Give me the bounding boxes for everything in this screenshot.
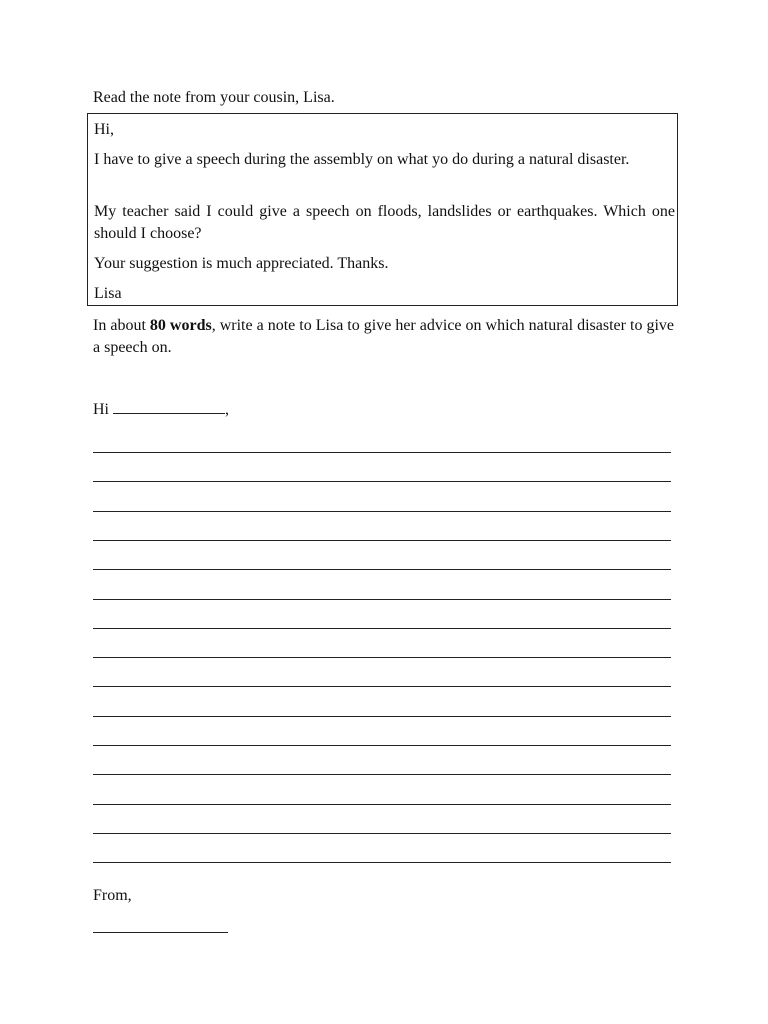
note-paragraph-1: I have to give a speech during the assembly on what yo do during a natural disaster. [94, 151, 630, 168]
instruction-text: Read the note from your cousin, Lisa. [93, 89, 335, 106]
writing-line[interactable] [93, 569, 671, 570]
task-text-before: In about [93, 317, 150, 334]
closing-text: From, [93, 887, 132, 904]
writing-line[interactable] [93, 511, 671, 512]
writing-line[interactable] [93, 745, 671, 746]
writing-line[interactable] [93, 599, 671, 600]
response-greeting-comma: , [225, 401, 229, 418]
note-paragraph-3: Your suggestion is much appreciated. Thanks. [94, 255, 389, 272]
note-greeting: Hi, [94, 121, 114, 138]
sender-name-blank[interactable] [93, 932, 228, 933]
cousin-note-box [87, 113, 678, 306]
writing-task [93, 315, 674, 359]
writing-line[interactable] [93, 686, 671, 687]
recipient-name-blank[interactable] [113, 399, 225, 414]
writing-line[interactable] [93, 804, 671, 805]
task-word-count: 80 words [149, 317, 212, 334]
writing-line[interactable] [93, 540, 671, 541]
writing-line[interactable] [93, 481, 671, 482]
writing-line[interactable] [93, 657, 671, 658]
note-paragraph-2: My teacher said I could give a speech on floods, landslides or earthquakes. Which one should I choose? [94, 203, 675, 242]
writing-line[interactable] [93, 716, 671, 717]
note-signature: Lisa [94, 285, 122, 302]
task-text-after: , write a note to Lisa to give her advice on which natural disaster to give a speech on. [93, 317, 675, 356]
response-greeting [93, 399, 229, 420]
writing-line[interactable] [93, 862, 671, 863]
response-greeting-text: Hi [93, 401, 109, 418]
writing-line[interactable] [93, 774, 671, 775]
writing-line[interactable] [93, 628, 671, 629]
writing-line[interactable] [93, 452, 671, 453]
writing-line[interactable] [93, 833, 671, 834]
